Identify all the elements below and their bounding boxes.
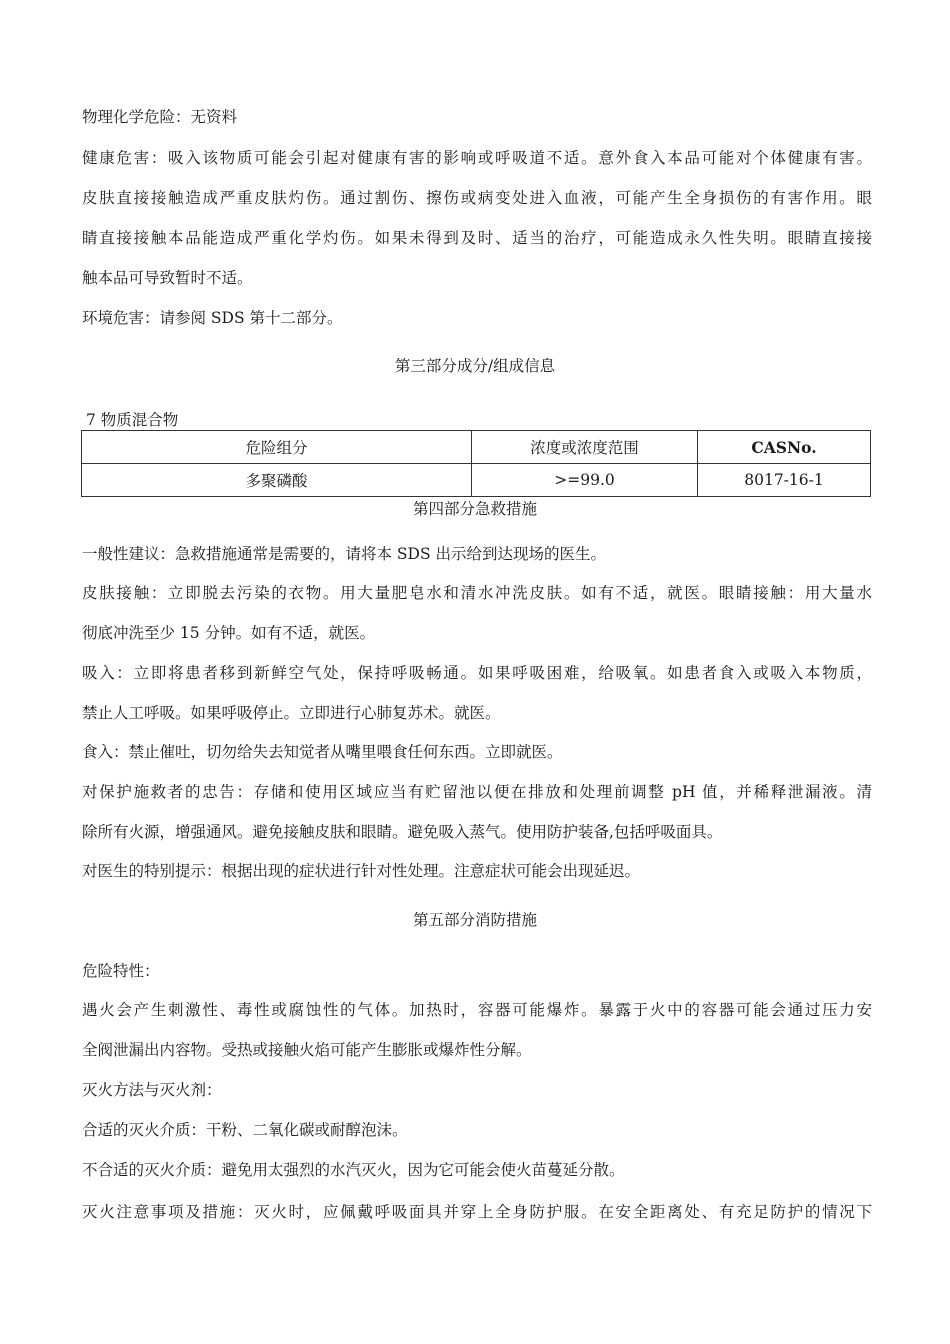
first-aid-line: 禁止人工呼吸。如果呼吸停止。立即进行心肺复苏术。就医。 — [82, 704, 501, 722]
cell-concentration: >=99.0 — [472, 464, 698, 497]
section4-title: 第四部分急救措施 — [412, 500, 537, 518]
environment-hazard: 环境危害：请参阅 SDS 第十二部分。 — [82, 309, 343, 327]
table-row — [82, 464, 871, 497]
first-aid-line: 除所有火源，增强通风。避免接触皮肤和眼睛。避免吸入蒸气。使用防护装备,包括呼吸面具。 — [82, 823, 723, 841]
health-hazard-line: 健康危害：吸入该物质可能会引起对健康有害的影响或呼吸道不适。意外食入本品可能对个体健康有害。 — [82, 149, 872, 167]
first-aid-line: 吸入：立即将患者移到新鲜空气处，保持呼吸畅通。如果呼吸困难，给吸氧。如患者食入或吸入本物质， — [82, 664, 872, 682]
firefighting-line: 灭火方法与灭火剂： — [82, 1081, 222, 1099]
first-aid-line: 彻底冲洗至少 15 分钟。如有不适，就医。 — [82, 624, 376, 642]
composition-table — [81, 430, 871, 497]
header-concentration: 浓度或浓度范围 — [472, 431, 698, 464]
section5-title: 第五部分消防措施 — [412, 911, 537, 929]
cell-component: 多聚磷酸 — [82, 464, 472, 497]
firefighting-line: 灭火注意事项及措施：灭火时，应佩戴呼吸面具并穿上全身防护服。在安全距离处、有充足防护的情况下 — [82, 1203, 872, 1221]
first-aid-line: 一般性建议：急救措施通常是需要的，请将本 SDS 出示给到达现场的医生。 — [82, 545, 607, 563]
section3-title: 第三部分成分/组成信息 — [394, 357, 556, 375]
header-component: 危险组分 — [82, 431, 472, 464]
health-hazard-line: 皮肤直接接触造成严重皮肤灼伤。通过割伤、擦伤或病变处进入血液，可能产生全身损伤的有害作用。眼 — [82, 189, 872, 207]
header-cas: CASNo. — [698, 431, 871, 464]
first-aid-line: 皮肤接触：立即脱去污染的衣物。用大量肥皂水和清水冲洗皮肤。如有不适，就医。眼睛接触：用大量水 — [82, 584, 872, 602]
first-aid-line: 对医生的特别提示：根据出现的症状进行针对性处理。注意症状可能会出现延迟。 — [82, 862, 641, 880]
cell-cas: 8017-16-1 — [698, 464, 871, 497]
health-hazard-line: 睛直接接触本品能造成严重化学灼伤。如果未得到及时、适当的治疗，可能造成永久性失明。眼睛直接接 — [82, 229, 872, 247]
table-header-row — [82, 431, 871, 464]
physchem-hazard: 物理化学危险：无资料 — [82, 108, 238, 126]
firefighting-line: 合适的灭火介质：干粉、二氧化碳或耐醇泡沫。 — [82, 1121, 408, 1139]
firefighting-line: 遇火会产生刺激性、毒性或腐蚀性的气体。加热时，容器可能爆炸。暴露于火中的容器可能会通过压力安 — [82, 1001, 872, 1019]
health-hazard-line: 触本品可导致暂时不适。 — [82, 269, 253, 287]
firefighting-line: 不合适的灭火介质：避免用太强烈的水汽灭火，因为它可能会使火苗蔓延分散。 — [82, 1161, 625, 1179]
section3-subtitle: 7 物质混合物 — [86, 411, 179, 429]
firefighting-line: 危险特性： — [82, 962, 160, 980]
first-aid-line: 食入：禁止催吐，切勿给失去知觉者从嘴里喂食任何东西。立即就医。 — [82, 743, 563, 761]
first-aid-line: 对保护施救者的忠告：存储和使用区域应当有贮留池以便在排放和处理前调整 pH 值，并稀释泄漏液。清 — [82, 783, 872, 801]
firefighting-line: 全阀泄漏出内容物。受热或接触火焰可能产生膨胀或爆炸性分解。 — [82, 1041, 532, 1059]
